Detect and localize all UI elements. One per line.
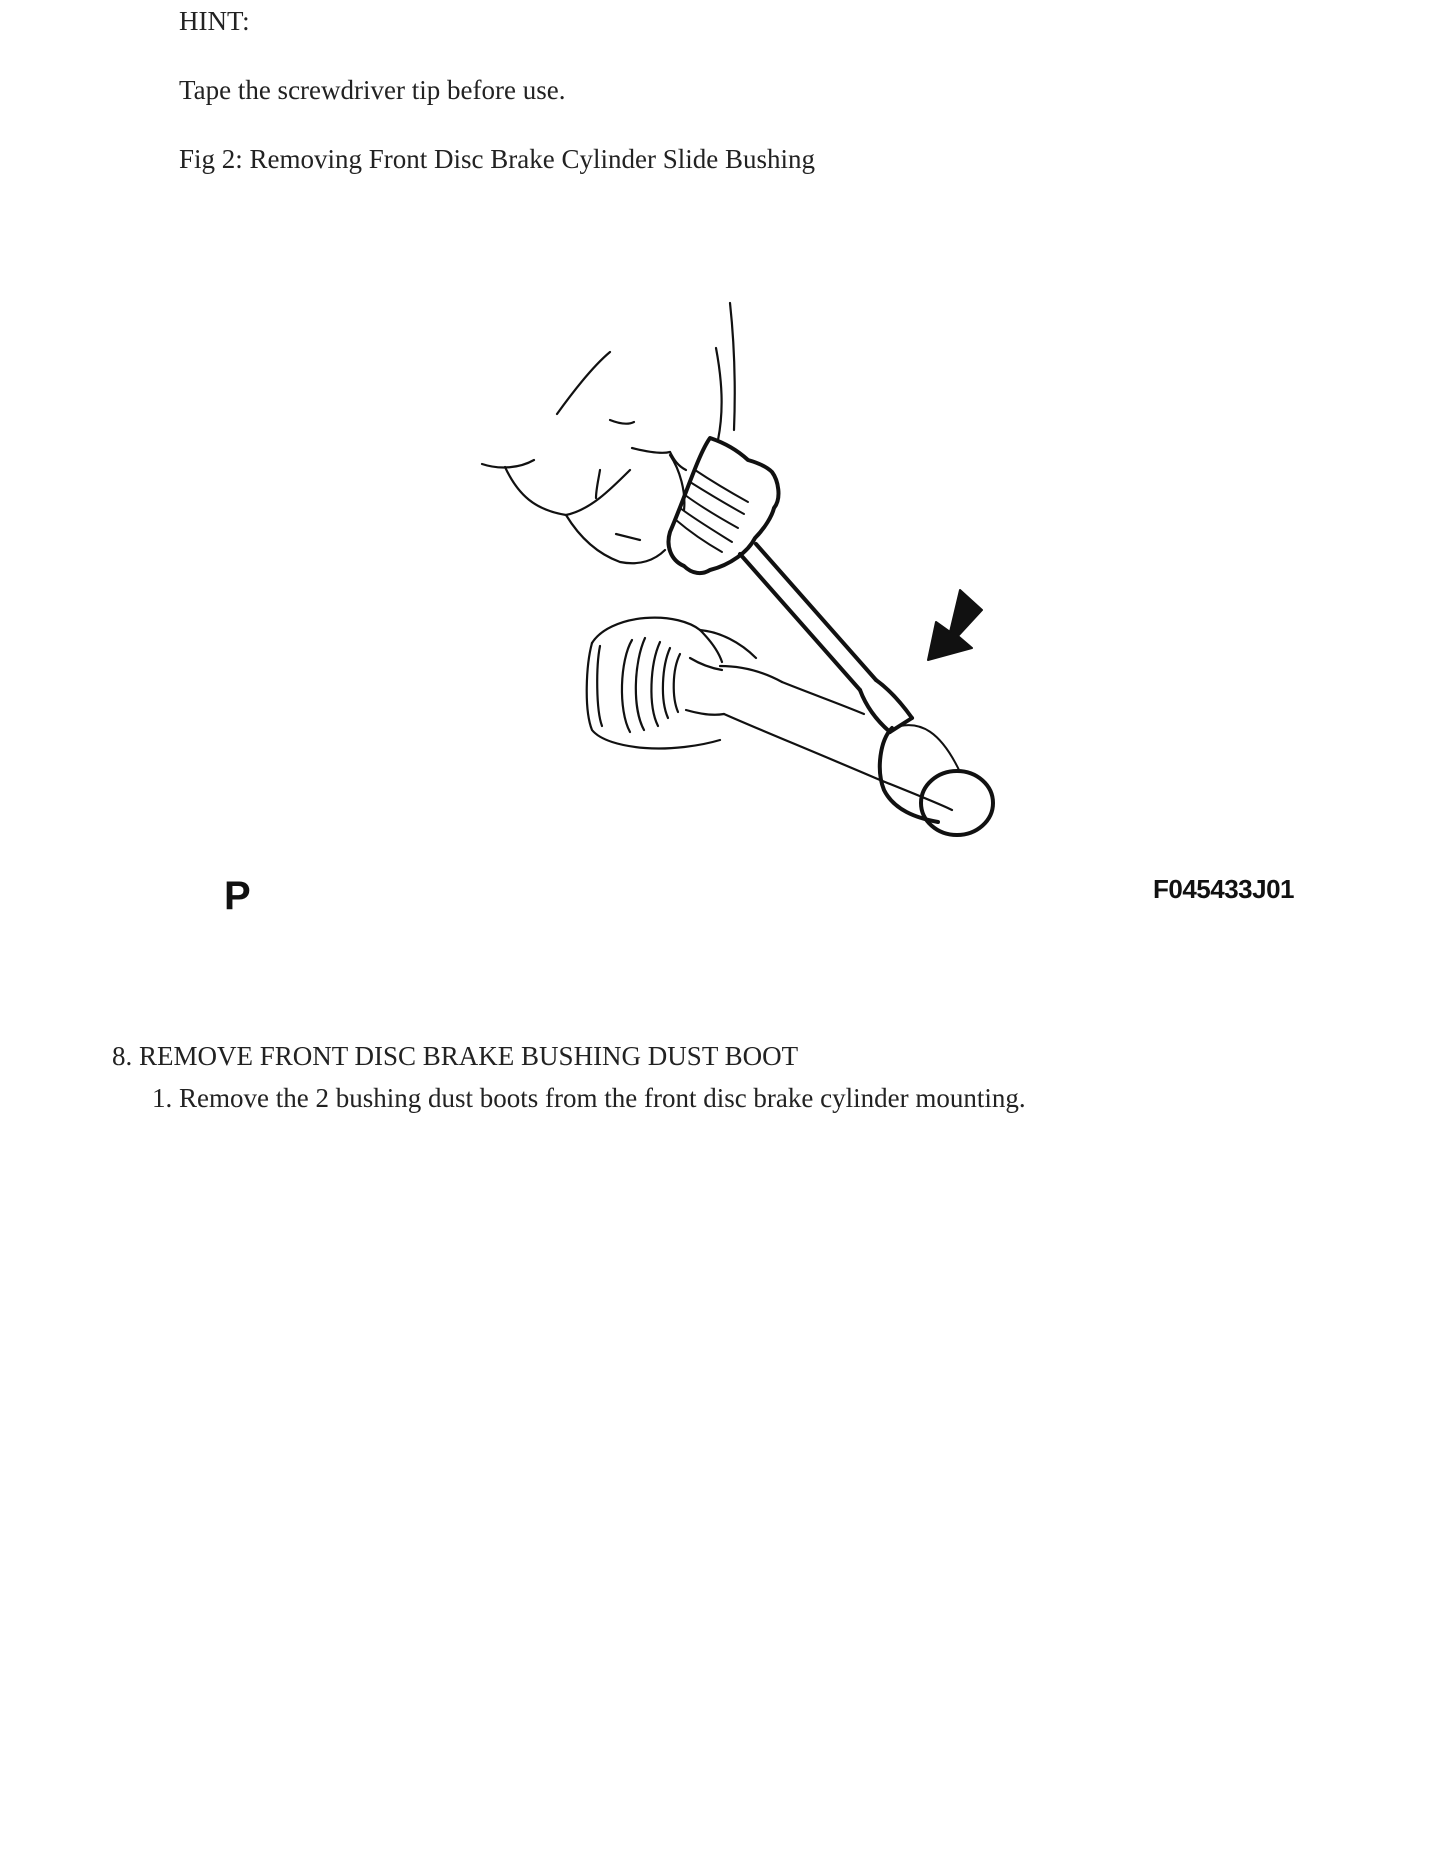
step-heading: 8. REMOVE FRONT DISC BRAKE BUSHING DUST BOOT xyxy=(112,1041,799,1071)
screwdriver-bushing-illustration xyxy=(200,270,1320,930)
hint-label: HINT: xyxy=(179,6,250,36)
hint-text: Tape the screwdriver tip before use. xyxy=(179,75,566,105)
figure-illustration xyxy=(200,270,1320,930)
cylinder-mounting xyxy=(587,618,756,749)
view-code-label: P xyxy=(224,874,251,918)
slide-bushing xyxy=(720,666,952,810)
hand-drawing xyxy=(482,303,735,563)
figure-id-label: F045433J01 xyxy=(1153,874,1295,904)
step-item: 1. Remove the 2 bushing dust boots from the front disc brake cylinder mounting. xyxy=(152,1083,1026,1113)
figure-caption: Fig 2: Removing Front Disc Brake Cylinder Slide Bushing xyxy=(179,144,815,174)
bushing-end-cap xyxy=(880,725,993,835)
screwdriver-shaft xyxy=(740,544,912,732)
arrow-icon xyxy=(928,590,982,660)
